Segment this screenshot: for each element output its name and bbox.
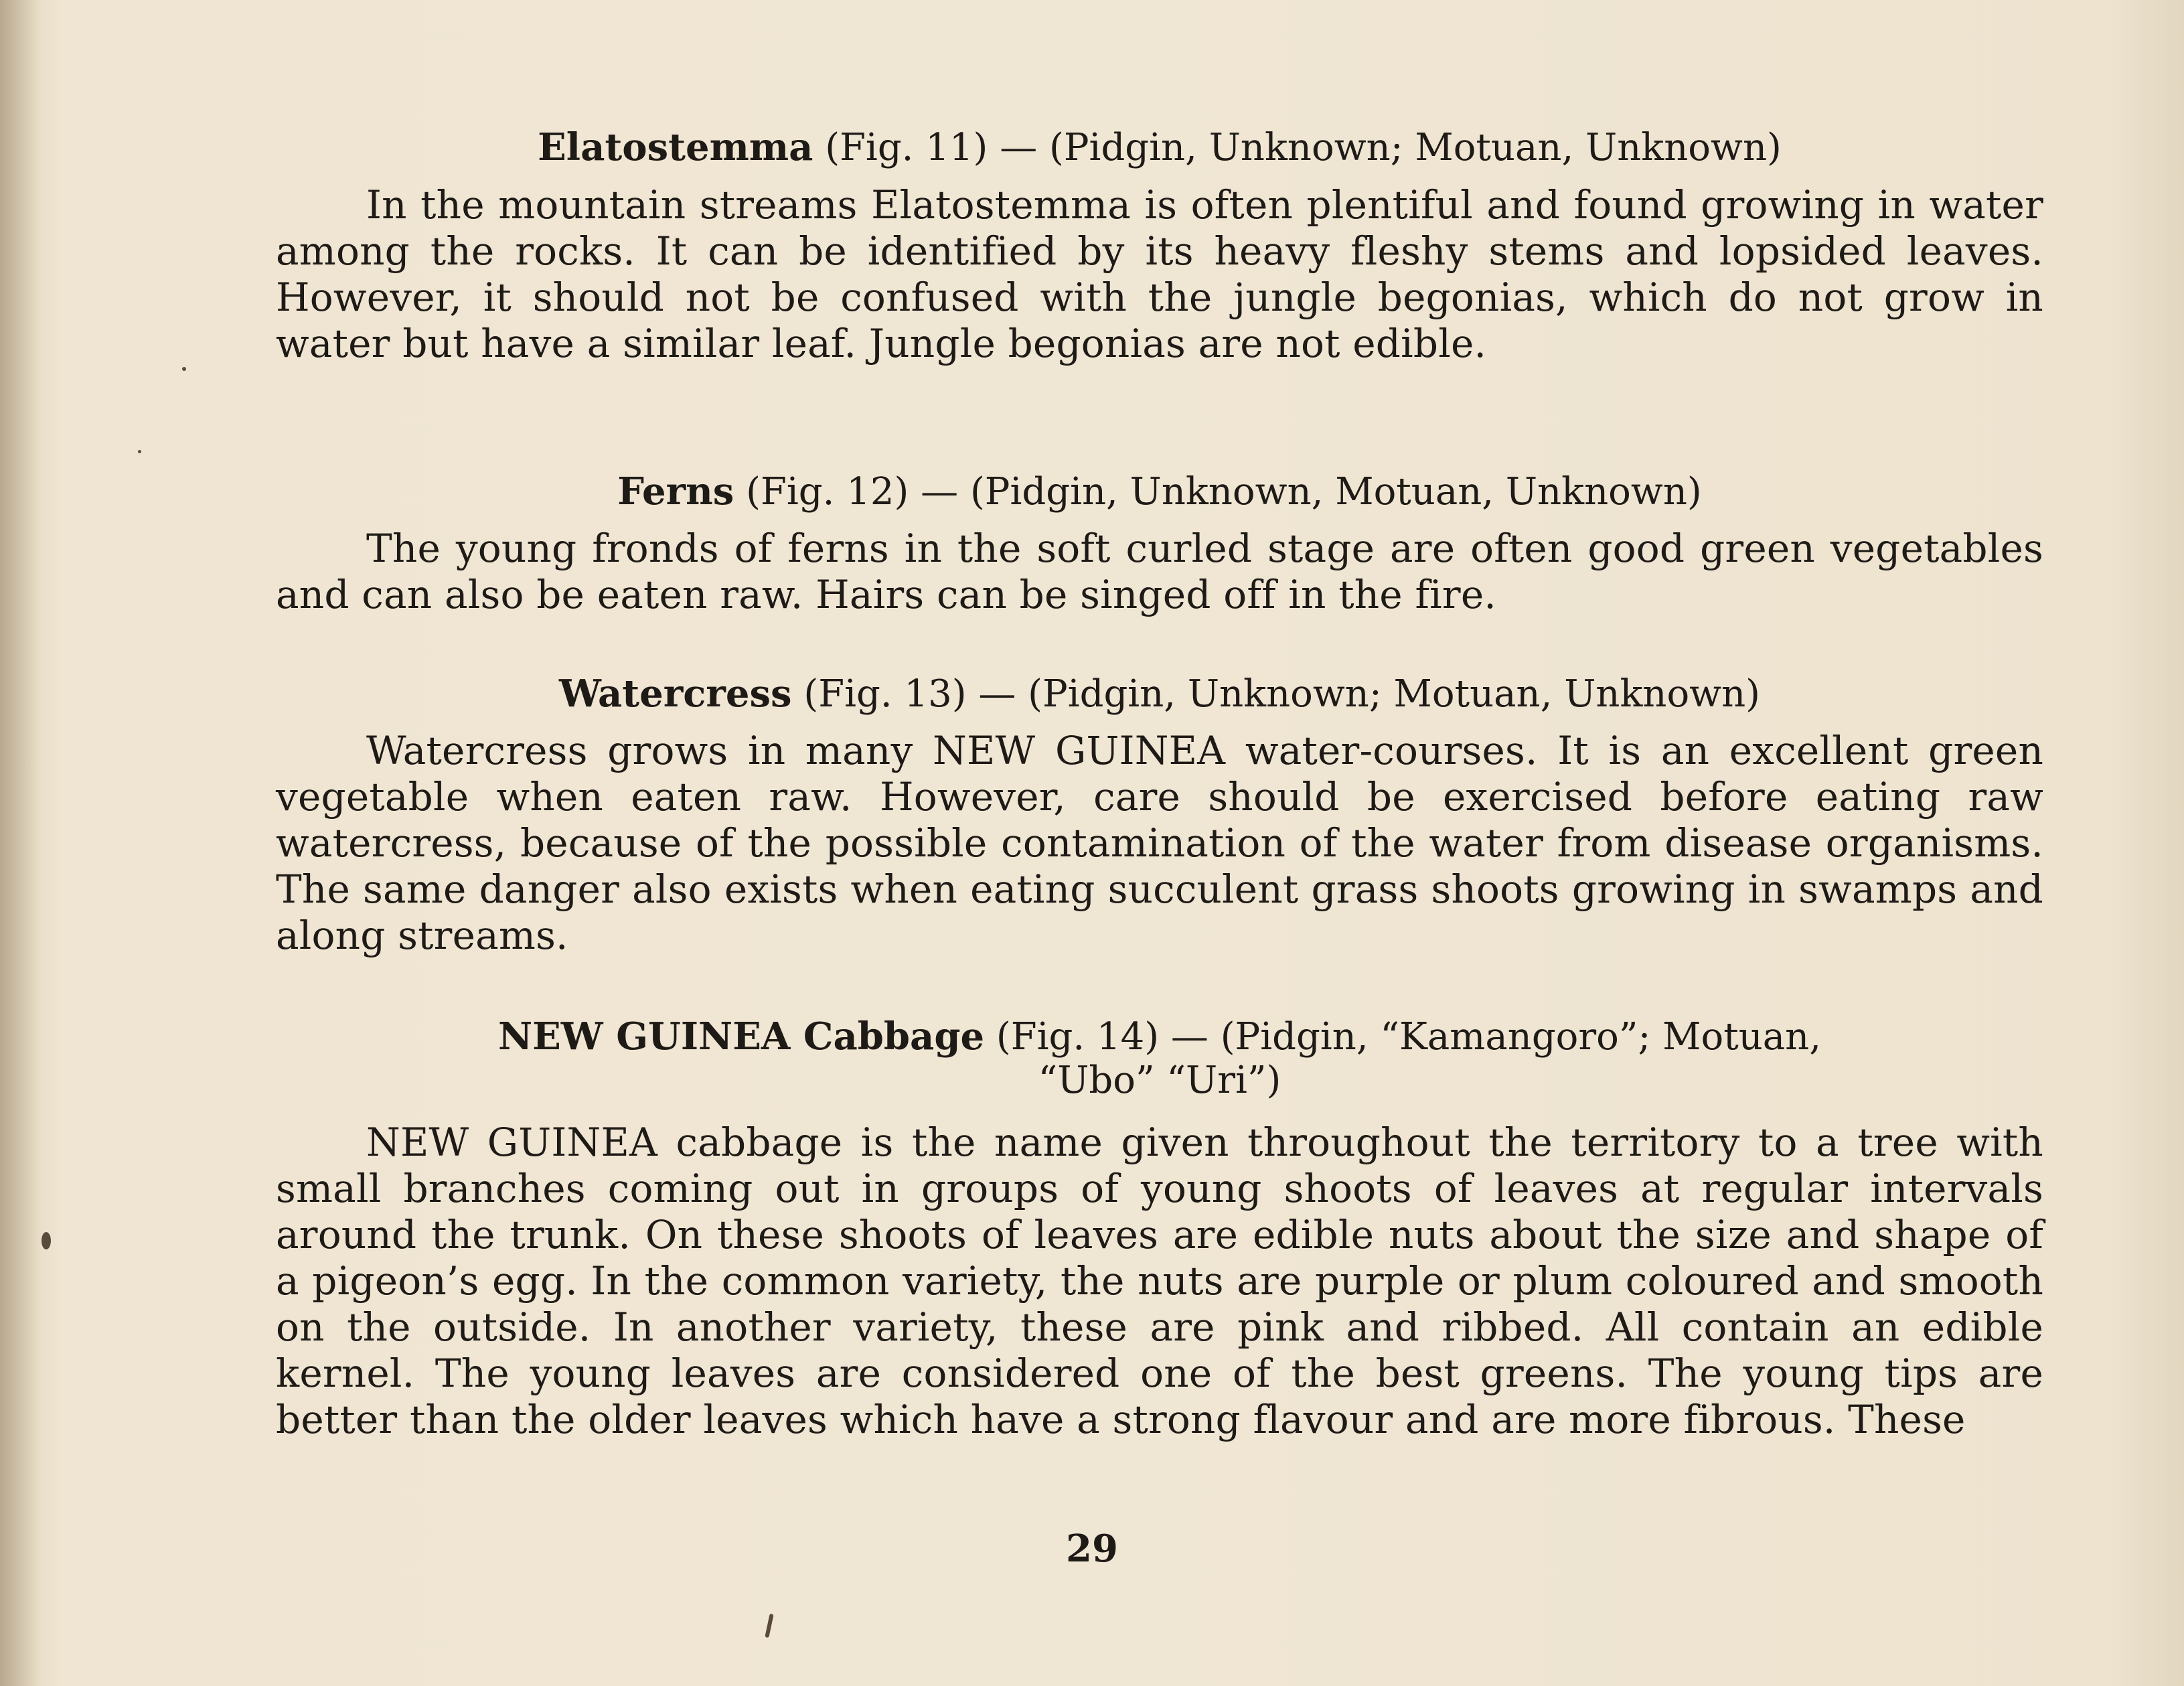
paper-speck: [138, 450, 141, 453]
paragraph-new-guinea-cabbage: NEW GUINEA cabbage is the name given throughout the territory to a tree with small branches coming out in groups of young shoots of leaves at regular intervals around the trunk. On these shoots of leaves are edible nuts about the size and shape of a pigeon’s egg. In the common variety, the nuts are purple or plum coloured and smooth on the outside. In another variety, these are pink and ribbed. All contain an edible kernel. The young leaves are considered one of the best greens. The young tips are better than the older leaves which have a strong flavour and are more fibrous. These: [276, 1120, 2043, 1442]
figure-ref: (Fig. 12): [746, 470, 909, 514]
paper-blemish: [42, 1232, 51, 1249]
plant-name: NEW GUINEA Cabbage: [497, 1014, 985, 1059]
page-number: 29: [1066, 1527, 1118, 1571]
plant-name: Watercress: [558, 672, 792, 716]
page-gutter-shadow: [0, 0, 40, 1686]
local-names: — (Pidgin, “Kamangoro”; Motuan,: [1170, 1015, 1822, 1059]
heading-new-guinea-cabbage: [276, 1014, 2043, 1060]
heading-new-guinea-cabbage-line2: [276, 1058, 2043, 1103]
figure-ref: (Fig. 14): [996, 1015, 1160, 1059]
figure-ref: (Fig. 13): [803, 672, 967, 716]
paper-speck: [182, 367, 186, 371]
local-names-continued: “Ubo” “Uri”): [1038, 1059, 1281, 1102]
heading-ferns: [276, 469, 2043, 515]
paragraph-ferns: The young fronds of ferns in the soft curled stage are often good green vegetables and can also be eaten raw. Hairs can be singed off in the fire.: [276, 526, 2043, 617]
plant-name: Ferns: [617, 469, 734, 514]
plant-name: Elatostemma: [538, 125, 813, 169]
figure-ref: (Fig. 11): [825, 126, 988, 169]
local-names: — (Pidgin, Unknown; Motuan, Unknown): [978, 672, 1761, 716]
paper-mark: [765, 1614, 773, 1638]
heading-watercress: [276, 671, 2043, 717]
local-names: — (Pidgin, Unknown; Motuan, Unknown): [1000, 126, 1782, 169]
paragraph-watercress: Watercress grows in many NEW GUINEA water-courses. It is an excellent green vegetable when eaten raw. However, care should be exercised before eating raw watercress, because of the possible contamination of the water from disease organisms. The same danger also exists when eating succulent grass shoots growing in swamps and along streams.: [276, 728, 2043, 958]
paragraph-elatostemma: In the mountain streams Elatostemma is often plentiful and found growing in water among the rocks. It can be identified by its heavy fleshy stems and lopsided leaves. However, it should not be confused with the jungle begonias, which do not grow in water but have a similar leaf. Jungle begonias are not edible.: [276, 182, 2043, 366]
local-names: — (Pidgin, Unknown, Motuan, Unknown): [921, 470, 1702, 514]
heading-elatostemma: [276, 125, 2043, 171]
